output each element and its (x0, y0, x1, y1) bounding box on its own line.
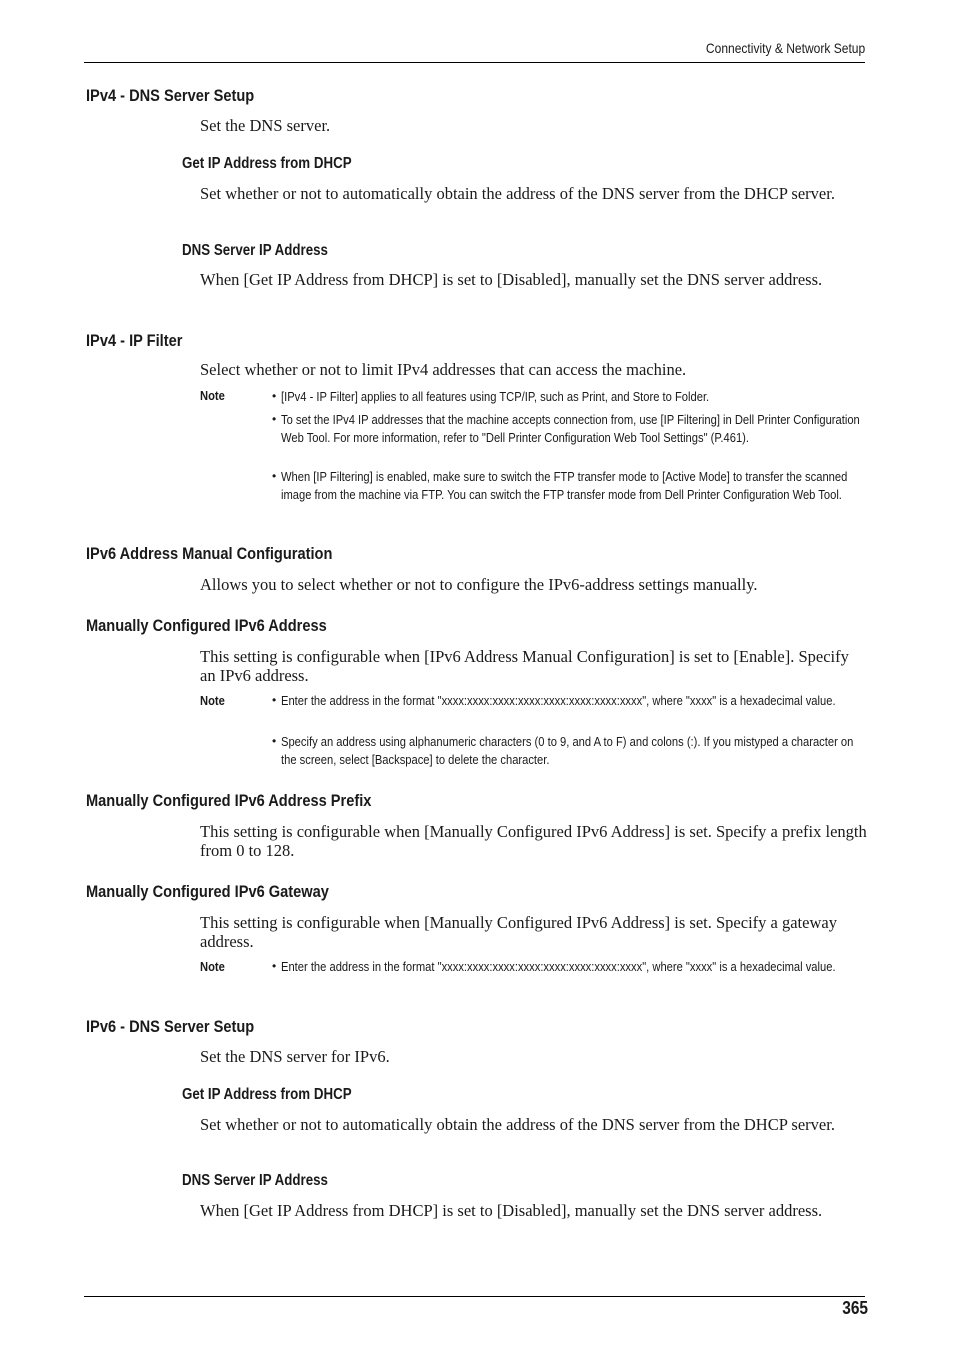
note-label: Note (200, 959, 225, 974)
heading-ipv6-prefix: Manually Configured IPv6 Address Prefix (86, 791, 372, 810)
heading-ipv4-ip-filter: IPv4 - IP Filter (86, 331, 183, 350)
text-ipv6-dns-desc: Set the DNS server for IPv6. (200, 1047, 390, 1066)
bullet-icon: • (272, 693, 277, 707)
text-ipv6-manual-config-desc: Allows you to select whether or not to configure the IPv6-address settings manually. (200, 575, 758, 594)
footer-rule (84, 1296, 865, 1297)
bullet-icon: • (272, 959, 277, 973)
note-label: Note (200, 388, 225, 403)
heading-ipv6-gateway: Manually Configured IPv6 Gateway (86, 882, 329, 901)
heading-ipv6-dns-server-setup: IPv6 - DNS Server Setup (86, 1017, 255, 1036)
subheading-ipv4-dns-ip: DNS Server IP Address (182, 242, 328, 259)
running-header: Connectivity & Network Setup (705, 40, 865, 56)
note-item: • Enter the address in the format "xxxx:xxxx:xxxx:xxxx:xxxx:xxxx:xxxx:xxxx", where "xxxx" is a hexadecimal value. (272, 693, 836, 708)
text-ipv6-dns-ip-desc: When [Get IP Address from DHCP] is set to [Disabled], manually set the DNS server address. (200, 1201, 823, 1220)
text-ipv6-get-dhcp-desc: Set whether or not to automatically obtain the address of the DNS server from the DHCP server. (200, 1115, 835, 1134)
note-item: • To set the IPv4 IP addresses that the machine accepts connection from, use [IP Filtering] in Dell Printer Configuration Web Tool. For more information, refer to "Dell Printer Configuration Web Tool Settings" (P.461). (272, 412, 860, 445)
header-rule (84, 62, 865, 63)
text-ipv4-ip-filter-desc: Select whether or not to limit IPv4 addresses that can access the machine. (200, 360, 687, 379)
text-ipv6-prefix-desc: This setting is configurable when [Manually Configured IPv6 Address] is set. Specify a prefix length from 0 to 128. (200, 822, 867, 860)
subheading-ipv6-dns-ip: DNS Server IP Address (182, 1172, 328, 1189)
bullet-icon: • (272, 389, 277, 403)
subheading-ipv4-get-dhcp: Get IP Address from DHCP (182, 155, 352, 172)
bullet-icon: • (272, 734, 277, 748)
heading-ipv6-manual-config: IPv6 Address Manual Configuration (86, 544, 333, 563)
subheading-ipv6-get-dhcp: Get IP Address from DHCP (182, 1086, 352, 1103)
page-number: 365 (842, 1298, 868, 1318)
text-ipv4-dns-desc: Set the DNS server. (200, 116, 331, 135)
text-ipv6-address-desc: This setting is configurable when [IPv6 Address Manual Configuration] is set to [Enable]. Specify an IPv6 address. (200, 647, 849, 685)
note-item: • Specify an address using alphanumeric characters (0 to 9, and A to F) and colons (:). If you mistyped a character on the screen, select [Backspace] to delete the character. (272, 734, 854, 767)
note-item: • [IPv4 - IP Filter] applies to all features using TCP/IP, such as Print, and Store to Folder. (272, 389, 710, 404)
heading-ipv4-dns-server-setup: IPv4 - DNS Server Setup (86, 86, 255, 105)
bullet-icon: • (272, 469, 277, 483)
text-ipv4-get-dhcp-desc: Set whether or not to automatically obtain the address of the DNS server from the DHCP server. (200, 184, 835, 203)
bullet-icon: • (272, 412, 277, 426)
note-label: Note (200, 693, 225, 708)
text-ipv4-dns-ip-desc: When [Get IP Address from DHCP] is set to [Disabled], manually set the DNS server address. (200, 270, 823, 289)
heading-ipv6-address: Manually Configured IPv6 Address (86, 616, 327, 635)
note-item: • Enter the address in the format "xxxx:xxxx:xxxx:xxxx:xxxx:xxxx:xxxx:xxxx", where "xxxx" is a hexadecimal value. (272, 959, 836, 974)
note-item: • When [IP Filtering] is enabled, make sure to switch the FTP transfer mode to [Active Mode] to transfer the scanned image from the machine via FTP. You can switch the FTP transfer mode from Dell Printer Configuration Web Tool. (272, 469, 848, 502)
text-ipv6-gateway-desc: This setting is configurable when [Manually Configured IPv6 Address] is set. Specify a gateway address. (200, 913, 837, 951)
